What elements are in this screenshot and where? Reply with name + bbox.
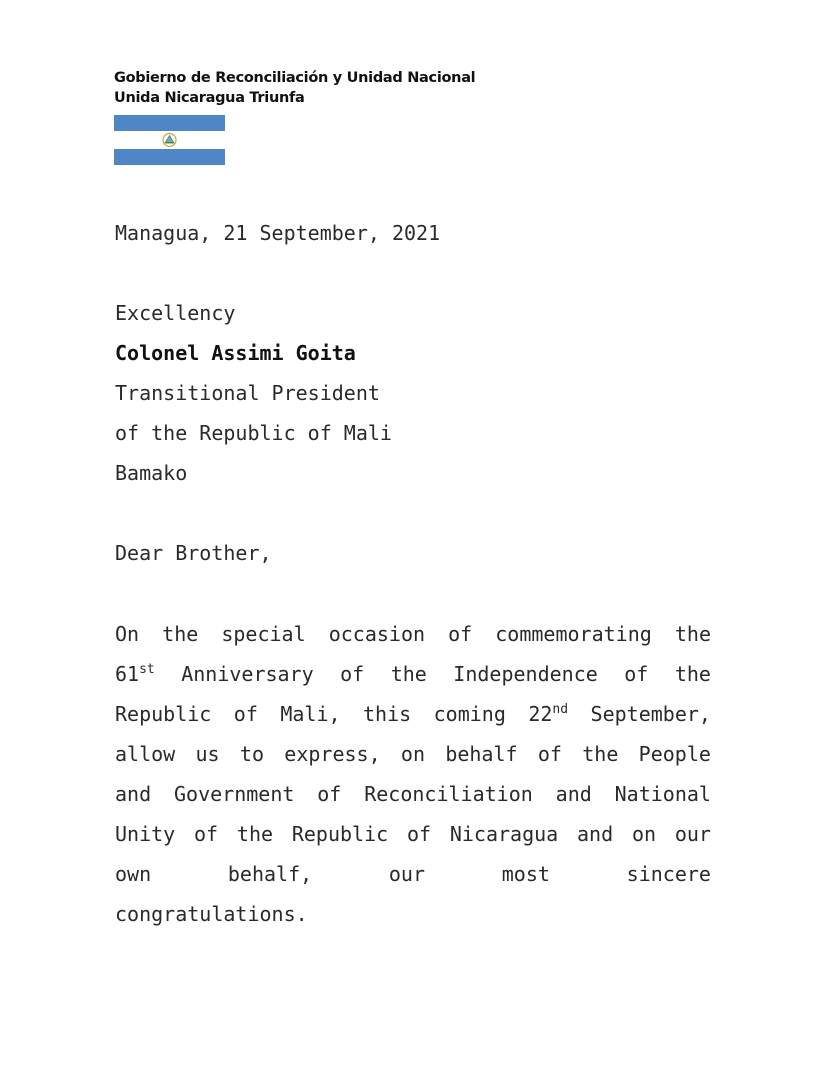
word: occasion [328,622,426,646]
word: allow [115,742,176,766]
word: own [115,862,152,886]
word: the [582,742,619,766]
word: Government [173,782,295,806]
word: of [194,822,219,846]
word: this [363,702,412,726]
recipient-position-1: Transitional President [115,381,380,405]
nicaragua-flag-icon [114,115,225,165]
recipient-city: Bamako [115,461,188,485]
word: of [624,662,649,686]
paragraph-line-4 [115,734,711,774]
word: the [236,822,274,846]
word: of [448,622,473,646]
word: the [162,622,199,646]
word: most [501,862,550,886]
word: and [115,782,152,806]
letterhead-government-name: Gobierno de Reconciliación y Unidad Nacional [114,70,476,86]
word: special [221,622,306,646]
letterhead-slogan: Unida Nicaragua Triunfa [114,90,305,106]
recipient-block [115,293,711,493]
word: the [674,622,711,646]
word: Independence [453,662,598,686]
word: commemorating [495,622,652,646]
paragraph-line-3: Republic of Mali, this coming 22nd September, [115,694,711,734]
word: the [390,662,427,686]
word: coming [433,702,506,726]
recipient-salutation-title: Excellency [115,301,236,325]
word: National [614,782,711,806]
word: Mali, [280,702,341,726]
recipient-name: Colonel Assimi Goita [115,341,356,365]
word: Unity [115,822,176,846]
paragraph-line-7 [115,854,711,894]
paragraph-line-1 [115,614,711,654]
word: sincere [626,862,711,886]
flag-top-band [114,115,225,131]
word: us [195,742,220,766]
paragraph-line-2 [115,654,711,694]
ordinal-22nd: 22nd [528,702,569,726]
word: express, [284,742,381,766]
word: on [400,742,426,766]
paragraph-line-5 [115,774,711,814]
word: People [638,742,711,766]
word: of [406,822,432,846]
flag-bottom-band [114,149,225,165]
recipient-position-2: of the Republic of Mali [115,421,392,445]
word: and [577,822,614,846]
word: of [317,782,342,806]
word: Republic [115,702,212,726]
word: On [115,622,140,646]
word: behalf [445,742,518,766]
word: to [239,742,264,766]
greeting: Dear Brother, [115,541,272,565]
word: Anniversary [181,662,314,686]
letterhead [114,68,475,108]
word: Republic [291,822,389,846]
word: of [537,742,562,766]
word: our [388,862,426,886]
word: on [631,822,657,846]
word: behalf, [227,862,313,886]
word: of [233,702,258,726]
body-paragraph [115,614,711,934]
date-line: Managua, 21 September, 2021 [115,221,441,245]
paragraph-line-8: congratulations. [115,902,308,926]
word: and [555,782,592,806]
word: our [674,822,711,846]
coat-of-arms-icon [161,132,178,148]
word: Reconciliation [364,782,533,806]
word: the [674,662,711,686]
ordinal-61st: 61st [115,662,155,686]
paragraph-line-6 [115,814,711,854]
word: Nicaragua [449,822,559,846]
word: of [340,662,365,686]
